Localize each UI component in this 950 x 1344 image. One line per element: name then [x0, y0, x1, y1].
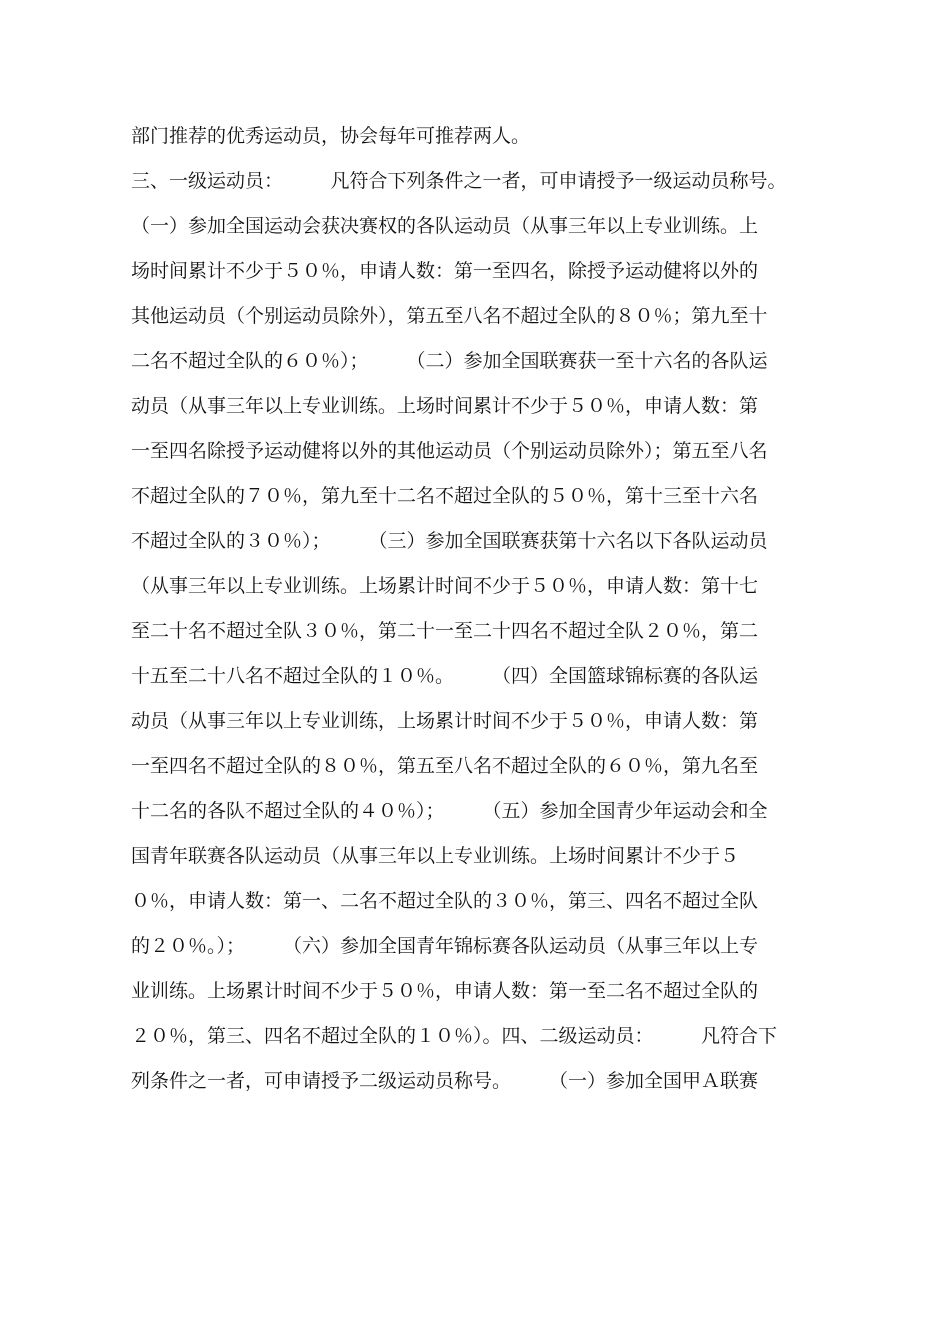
text-line: 场时间累计不少于５０％，申请人数：第一至四名，除授予运动健将以外的 — [131, 260, 759, 282]
text-line: 十五至二十八名不超过全队的１０％。 （四）全国篮球锦标赛的各队运 — [131, 665, 759, 687]
text-line: （从事三年以上专业训练。上场累计时间不少于５０％，申请人数：第十七 — [131, 575, 759, 597]
text-line: 不超过全队的７０％，第九至十二名不超过全队的５０％，第十三至十六名 — [131, 485, 759, 507]
text-line: 二名不超过全队的６０％）； （二）参加全国联赛获一至十六名的各队运 — [131, 350, 768, 372]
text-line: 的２０％。）； （六）参加全国青年锦标赛各队运动员（从事三年以上专 — [131, 935, 759, 957]
text-line: （一）参加全国运动会获决赛权的各队运动员（从事三年以上专业训练。上 — [131, 215, 759, 237]
text-line: 十二名的各队不超过全队的４０％）； （五）参加全国青少年运动会和全 — [131, 800, 768, 822]
text-line: ２０％，第三、四名不超过全队的１０％）。四、二级运动员： 凡符合下 — [131, 1025, 778, 1047]
text-line: 一至四名除授予运动健将以外的其他运动员（个别运动员除外）；第五至八名 — [131, 440, 768, 462]
text-line: 列条件之一者，可申请授予二级运动员称号。 （一）参加全国甲Ａ联赛 — [131, 1070, 759, 1092]
text-line: 不超过全队的３０％）； （三）参加全国联赛获第十六名以下各队运动员 — [131, 530, 768, 552]
text-line: 其他运动员（个别运动员除外），第五至八名不超过全队的８０％；第九至十 — [131, 305, 768, 327]
document-body — [131, 114, 831, 1104]
text-line: 部门推荐的优秀运动员，协会每年可推荐两人。 — [131, 125, 531, 147]
text-line: 动员（从事三年以上专业训练。上场时间累计不少于５０％，申请人数：第 — [131, 395, 759, 417]
text-line: ０％，申请人数：第一、二名不超过全队的３０％，第三、四名不超过全队 — [131, 890, 759, 912]
text-line: 一至四名不超过全队的８０％，第五至八名不超过全队的６０％，第九名至 — [131, 755, 759, 777]
text-line: 三、一级运动员： 凡符合下列条件之一者，可申请授予一级运动员称号。 — [131, 170, 787, 192]
text-line: 动员（从事三年以上专业训练，上场累计时间不少于５０％，申请人数：第 — [131, 710, 759, 732]
text-line: 业训练。上场累计时间不少于５０％，申请人数：第一至二名不超过全队的 — [131, 980, 759, 1002]
text-line: 至二十名不超过全队３０％，第二十一至二十四名不超过全队２０％，第二 — [131, 620, 759, 642]
text-line: 国青年联赛各队运动员（从事三年以上专业训练。上场时间累计不少于５ — [131, 845, 740, 867]
